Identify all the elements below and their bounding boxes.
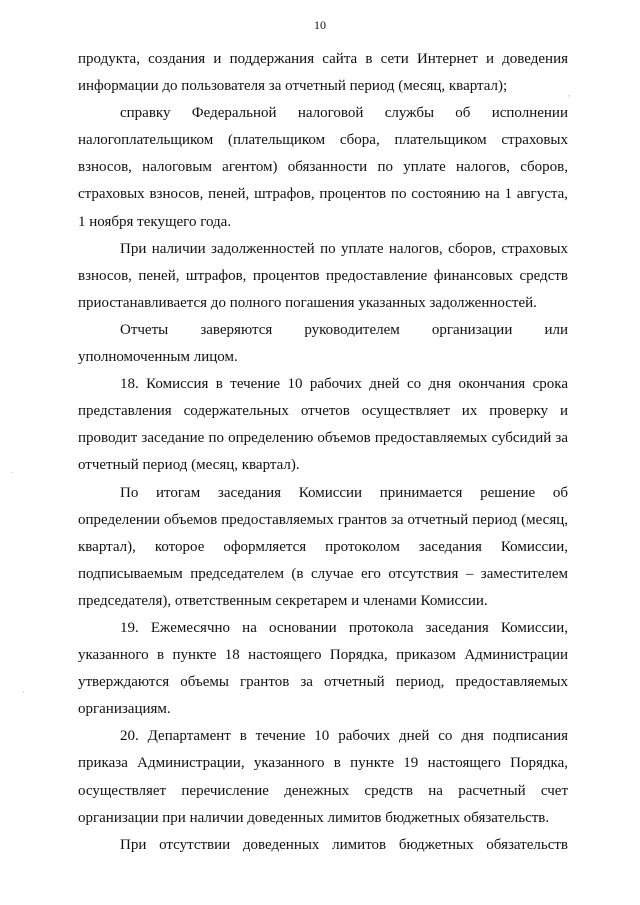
paragraph-5: 18. Комиссия в течение 10 рабочих дней со дня окончания срока представления содержательных отчетов осуществляет их проверку и проводит заседание по определению объемов предоставляемых субсидий за отчетный период (месяц, квартал). <box>78 376 568 474</box>
page-number: 10 <box>314 18 326 32</box>
scan-mark: · <box>10 468 14 479</box>
paragraph-4: Отчеты заверяются руководителем организации или уполномоченным лицом. <box>78 321 568 366</box>
scan-mark: , <box>568 88 571 99</box>
paragraph-1: продукта, создания и поддержания сайта в сети Интернет и доведения информации до пользователя за отчетный период (месяц, квартал); <box>78 51 568 95</box>
document-body <box>78 46 568 859</box>
paragraph-3: При наличии задолженностей по уплате налогов, сборов, страховых взносов, пеней, штрафов, процентов предоставление финансовых средств приостанавливается до полного погашения указанных задолженностей. <box>78 240 568 311</box>
paragraph-2: справку Федеральной налоговой службы об исполнении налогоплательщиком (плательщиком сбора, плательщиком страховых взносов, налоговым агентом) обязанности по уплате налогов, сборов, страховых взносов, пеней, штрафов, процентов по состоянию на 1 августа, 1 ноября текущего года. <box>78 105 568 230</box>
scan-mark: · <box>22 688 26 699</box>
paragraph-8: 20. Департамент в течение 10 рабочих дней со дня подписания приказа Администрации, указанного в пункте 19 настоящего Порядка, осуществляет перечисление денежных средств на расчетный счет организации при наличии доведенных лимитов бюджетных обязательств. <box>78 728 568 826</box>
paragraph-6: По итогам заседания Комиссии принимается решение об определении объемов предоставляемых грантов за отчетный период (месяц, квартал), которое оформляется протоколом заседания Комиссии, подписываемым председателем (в случае его отсутствия – заместителем председателя), ответственным секретарем и членами Комиссии. <box>78 484 568 609</box>
paragraph-7: 19. Ежемесячно на основании протокола заседания Комиссии, указанного в пункте 18 настоящего Порядка, приказом Администрации утверждаются объемы грантов за отчетный период, предоставляемых организациям. <box>78 619 568 718</box>
paragraph-9: При отсутствии доведенных лимитов бюджетных обязательств <box>120 836 568 853</box>
